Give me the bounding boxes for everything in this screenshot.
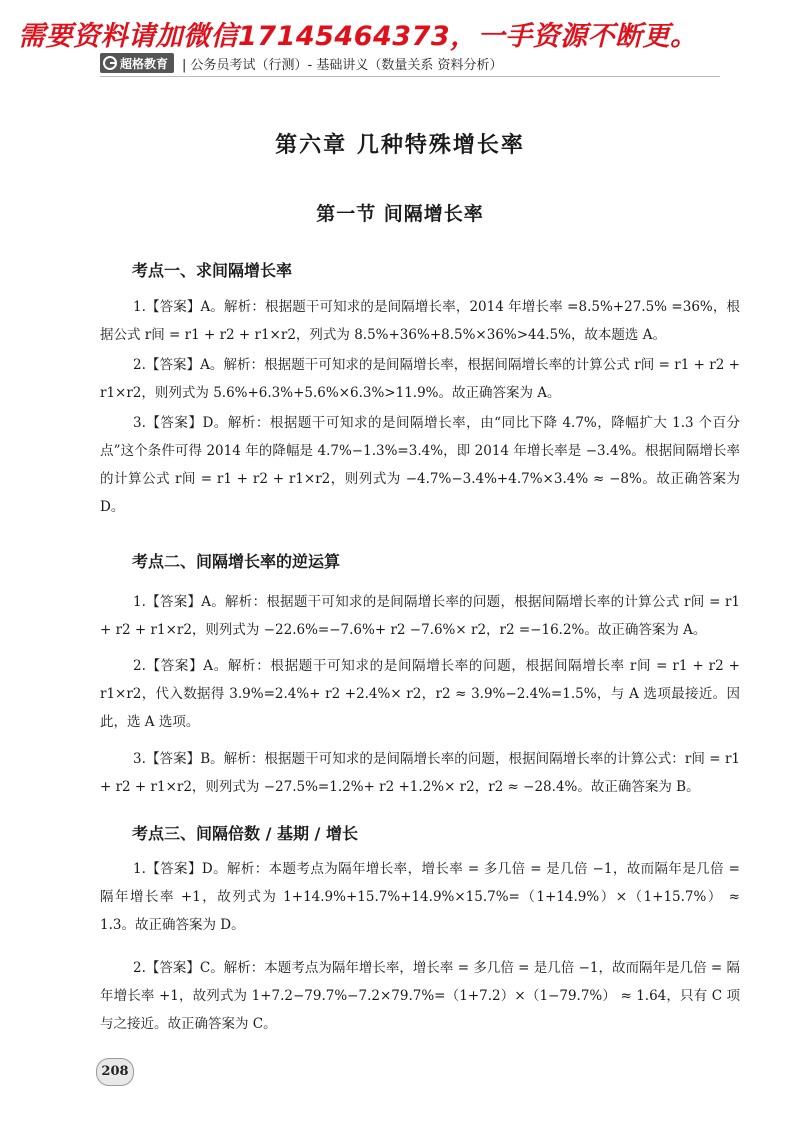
page-number: 208: [96, 1058, 134, 1086]
kaodian-1-answer-2: 2.【答案】A。解析：根据题干可知求的是间隔增长率，根据间隔增长率的计算公式 r间 = r1 + r2 + r1×r2，则列式为 5.6%+6.3%+5.6%×6.3%>11.9%。故正确答案为 A。: [100, 357, 740, 401]
kaodian-2-title: 考点二、间隔增长率的逆运算: [132, 552, 341, 571]
header-title: | 公务员考试（行测）- 基础讲义（数量关系 资料分析）: [182, 57, 503, 73]
logo-text: 超格教育: [120, 56, 169, 71]
chapter-title: 第六章 几种特殊增长率: [275, 133, 525, 158]
page-header: [100, 52, 502, 74]
kaodian-1-answer-1: 1.【答案】A。解析：根据题干可知求的是间隔增长率，2014 年增长率 =8.5%+27.5% =36%，根据公式 r间 = r1 + r2 + r1×r2，列式为 8.5%+36%+8.5%×36%>44.5%，故本题选 A。: [100, 299, 740, 343]
kaodian-2-answer-3: 3.【答案】B。解析：根据题干可知求的是间隔增长率的问题，根据间隔增长率的计算公式：r间 = r1 + r2 + r1×r2，则列式为 −27.5%=1.2%+ r2 +1.2%× r2，r2 ≈ −28.4%。故正确答案为 B。: [100, 751, 740, 795]
kaodian-3-answer-2: 2.【答案】C。解析：本题考点为隔年增长率，增长率 = 多几倍 = 是几倍 −1，故而隔年是几倍 = 隔年增长率 +1，故列式为 1+7.2−79.7%−7.2×79.7%=（1+7.2）×（1−79.7%） ≈ 1.64，只有 C 项与之接近。故正确答案为 C。: [100, 960, 740, 1032]
kaodian-1-title: 考点一、求间隔增长率: [132, 261, 293, 280]
kaodian-3-title: 考点三、间隔倍数 / 基期 / 增长: [132, 824, 358, 843]
kaodian-2-answer-2: 2.【答案】A。解析：根据题干可知求的是间隔增长率的问题，根据间隔增长率 r间 = r1 + r2 + r1×r2，代入数据得 3.9%=2.4%+ r2 +2.4%× r2，r2 ≈ 3.9%−2.4%=1.5%，与 A 选项最接近。因此，选 A 选项。: [100, 658, 740, 730]
logo-icon: [103, 56, 117, 70]
publisher-logo: [100, 53, 174, 73]
watermark-banner: 需要资料请加微信17145464373，一手资源不断更。: [18, 21, 698, 52]
section-title: 第一节 间隔增长率: [316, 203, 484, 225]
kaodian-1-answer-3: 3.【答案】D。解析：根据题干可知求的是间隔增长率，由“同比下降 4.7%，降幅扩大 1.3 个百分点”这个条件可得 2014 年的降幅是 4.7%−1.3%=3.4%，即 2014 年增长率是 −3.4%。根据间隔增长率的计算公式 r间 = r1 + r2 + r1×r2，则列式为 −4.7%−3.4%+4.7%×3.4% ≈ −8%。故正确答案为 D。: [100, 415, 740, 515]
kaodian-2-answer-1: 1.【答案】A。解析：根据题干可知求的是间隔增长率的问题，根据间隔增长率的计算公式 r间 = r1 + r2 + r1×r2，则列式为 −22.6%=−7.6%+ r2 −7.6%× r2，r2 =−16.2%。故正确答案为 A。: [100, 594, 740, 638]
kaodian-3-answer-1: 1.【答案】D。解析：本题考点为隔年增长率，增长率 = 多几倍 = 是几倍 −1，故而隔年是几倍 = 隔年增长率 +1，故列式为 1+14.9%+15.7%+14.9%×15.7%=（1+14.9%）×（1+15.7%） ≈ 1.3。故正确答案为 D。: [100, 861, 740, 933]
header-divider: [100, 76, 720, 77]
